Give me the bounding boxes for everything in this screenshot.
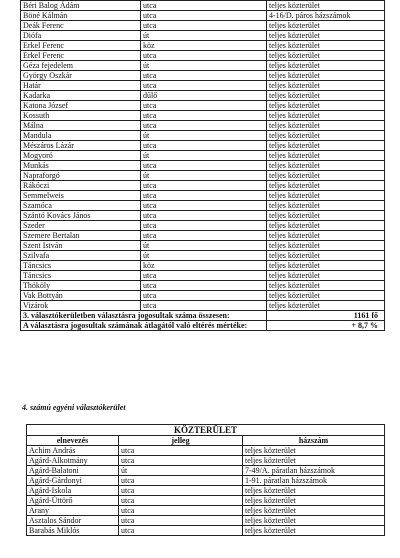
table-row: [21, 221, 385, 231]
street-type: utca: [141, 141, 267, 151]
table-row: [21, 31, 385, 41]
street-type: utca: [119, 456, 243, 466]
table-row: [21, 281, 385, 291]
table-row: [27, 476, 385, 486]
table-row: [21, 41, 385, 51]
table-row: [21, 121, 385, 131]
table-row: [27, 466, 385, 476]
district-4-street-table: [26, 424, 385, 536]
house-numbers: teljes közterület: [267, 91, 385, 101]
street-type: utca: [141, 291, 267, 301]
table-row: [21, 91, 385, 101]
street-name: Szamóca: [21, 201, 141, 211]
house-numbers: teljes közterület: [267, 291, 385, 301]
street-name: Béri Balog Ádám: [21, 1, 141, 11]
deviation-value: + 8,7 %: [267, 321, 385, 331]
house-numbers: teljes közterület: [267, 61, 385, 71]
house-numbers: teljes közterület: [267, 211, 385, 221]
street-name: Diófa: [21, 31, 141, 41]
table-row: [21, 261, 385, 271]
street-type: utca: [141, 1, 267, 11]
house-numbers: teljes közterület: [267, 121, 385, 131]
house-numbers: 4-16/D. páros házszámok: [267, 11, 385, 21]
table-row: [21, 191, 385, 201]
table-row: [21, 171, 385, 181]
house-numbers: teljes közterület: [267, 171, 385, 181]
house-numbers: teljes közterület: [267, 81, 385, 91]
street-type: utca: [119, 486, 243, 496]
street-name: Mogyoró: [21, 151, 141, 161]
house-numbers: teljes közterület: [267, 231, 385, 241]
district-4-heading: 4. számú egyéni választókerület: [22, 403, 126, 412]
street-type: út: [141, 151, 267, 161]
table-row: [21, 201, 385, 211]
table-row: [21, 211, 385, 221]
street-name: Szilvafa: [21, 251, 141, 261]
table-row: [21, 21, 385, 31]
table-row: [27, 486, 385, 496]
street-type: utca: [141, 81, 267, 91]
table-row: [21, 61, 385, 71]
street-type: utca: [141, 111, 267, 121]
street-name: Erkel Ferenc: [21, 41, 141, 51]
street-name: Achim András: [27, 446, 119, 456]
street-name: Böné Kálmán: [21, 11, 141, 21]
table-row: [27, 456, 385, 466]
street-type: utca: [119, 526, 243, 536]
table-row: [21, 1, 385, 11]
street-name: Mészáros Lázár: [21, 141, 141, 151]
street-name: Erkel Ferenc: [21, 51, 141, 61]
table-row: [21, 101, 385, 111]
street-type: dűlő: [141, 91, 267, 101]
street-name: Asztalos Sándor: [27, 516, 119, 526]
street-name: Szántó Kovács János: [21, 211, 141, 221]
street-type: utca: [141, 271, 267, 281]
street-name: Agárd-Úttörő: [27, 496, 119, 506]
house-numbers: teljes közterület: [267, 271, 385, 281]
house-numbers: teljes közterület: [267, 101, 385, 111]
house-numbers: teljes közterület: [243, 496, 385, 506]
street-type: utca: [141, 191, 267, 201]
street-type: utca: [141, 121, 267, 131]
table-row: [21, 81, 385, 91]
street-name: Határ: [21, 81, 141, 91]
column-header-type: jelleg: [119, 436, 243, 446]
street-type: utca: [141, 21, 267, 31]
street-type: utca: [141, 281, 267, 291]
house-numbers: teljes közterület: [267, 221, 385, 231]
street-name: Vizárok: [21, 301, 141, 311]
house-numbers: teljes közterület: [267, 251, 385, 261]
table-row: [21, 271, 385, 281]
street-type: út: [141, 241, 267, 251]
house-numbers: teljes közterület: [267, 51, 385, 61]
district-3-street-rows: [21, 1, 385, 311]
house-numbers: teljes közterület: [243, 486, 385, 496]
table-row: [27, 526, 385, 536]
total-voters-label: 3. választókerületben választásra jogosultak száma összesen:: [21, 311, 267, 321]
table-row: [21, 181, 385, 191]
street-type: út: [141, 61, 267, 71]
table-caption-row: [27, 425, 385, 436]
table-row: [21, 251, 385, 261]
street-name: Deák Ferenc: [21, 21, 141, 31]
street-name: Szent István: [21, 241, 141, 251]
house-numbers: teljes közterület: [243, 506, 385, 516]
table-row: [27, 446, 385, 456]
street-name: Thököly: [21, 281, 141, 291]
column-header-name: elnevezés: [27, 436, 119, 446]
street-name: Kadarka: [21, 91, 141, 101]
table-row: [21, 51, 385, 61]
table-row: [21, 141, 385, 151]
street-type: utca: [141, 181, 267, 191]
house-numbers: teljes közterület: [267, 111, 385, 121]
house-numbers: teljes közterület: [243, 516, 385, 526]
street-name: Táncsics: [21, 271, 141, 281]
house-numbers: teljes közterület: [267, 181, 385, 191]
table-row: [21, 231, 385, 241]
house-numbers: teljes közterület: [267, 71, 385, 81]
house-numbers: teljes közterület: [267, 1, 385, 11]
table-row: [21, 71, 385, 81]
table-caption: KÖZTERÜLET: [27, 425, 385, 436]
street-type: út: [141, 131, 267, 141]
deviation-row: [21, 321, 385, 331]
street-name: Géza fejedelem: [21, 61, 141, 71]
house-numbers: teljes közterület: [267, 21, 385, 31]
street-name: Táncsics: [21, 261, 141, 271]
street-name: Vak Bottyán: [21, 291, 141, 301]
street-type: utca: [141, 231, 267, 241]
table-row: [21, 11, 385, 21]
street-name: Szemere Bertalan: [21, 231, 141, 241]
house-numbers: 1-91. páratlan házszámok: [243, 476, 385, 486]
house-numbers: teljes közterület: [243, 526, 385, 536]
street-type: köz: [141, 261, 267, 271]
district-4-street-rows: [27, 446, 385, 536]
street-name: Málna: [21, 121, 141, 131]
street-type: út: [141, 171, 267, 181]
street-type: utca: [141, 301, 267, 311]
street-type: utca: [141, 211, 267, 221]
street-name: Napraforgó: [21, 171, 141, 181]
street-type: köz: [141, 41, 267, 51]
house-numbers: teljes közterület: [267, 131, 385, 141]
district-3-street-table: [20, 0, 385, 331]
total-voters-row: [21, 311, 385, 321]
street-type: utca: [141, 51, 267, 61]
street-type: utca: [119, 516, 243, 526]
street-type: utca: [119, 446, 243, 456]
table-row: [27, 506, 385, 516]
house-numbers: teljes közterület: [267, 41, 385, 51]
table-row: [21, 291, 385, 301]
street-name: Barabás Miklós: [27, 526, 119, 536]
street-type: utca: [119, 496, 243, 506]
street-type: utca: [141, 221, 267, 231]
table-row: [21, 131, 385, 141]
street-type: út: [141, 251, 267, 261]
street-type: utca: [119, 506, 243, 516]
street-type: utca: [141, 11, 267, 21]
house-numbers: teljes közterület: [267, 151, 385, 161]
table-header-row: [27, 436, 385, 446]
street-name: Agárd-Gárdonyi: [27, 476, 119, 486]
column-header-house-number: házszám: [243, 436, 385, 446]
house-numbers: 7-49/A. páratlan házszámok: [243, 466, 385, 476]
house-numbers: teljes közterület: [267, 31, 385, 41]
street-name: Agárd-Balatoni: [27, 466, 119, 476]
street-type: utca: [141, 201, 267, 211]
street-name: Mandula: [21, 131, 141, 141]
house-numbers: teljes közterület: [243, 456, 385, 466]
house-numbers: teljes közterület: [267, 281, 385, 291]
street-name: Kossuth: [21, 111, 141, 121]
house-numbers: teljes közterület: [267, 201, 385, 211]
street-name: Rákóczi: [21, 181, 141, 191]
house-numbers: teljes közterület: [267, 301, 385, 311]
street-type: út: [141, 31, 267, 41]
house-numbers: teljes közterület: [267, 141, 385, 151]
street-name: Katona József: [21, 101, 141, 111]
house-numbers: teljes közterület: [267, 241, 385, 251]
street-type: út: [119, 466, 243, 476]
street-name: György Oszkár: [21, 71, 141, 81]
table-row: [27, 516, 385, 526]
street-type: utca: [119, 476, 243, 486]
street-name: Agárd-Alkotmány: [27, 456, 119, 466]
street-name: Arany: [27, 506, 119, 516]
table-row: [21, 111, 385, 121]
house-numbers: teljes közterület: [243, 446, 385, 456]
deviation-label: A választásra jogosultak számának átlagától való eltérés mértéke:: [21, 321, 267, 331]
total-voters-value: 1161 fő: [267, 311, 385, 321]
street-name: Munkás: [21, 161, 141, 171]
street-type: utca: [141, 101, 267, 111]
table-row: [21, 161, 385, 171]
street-name: Szeder: [21, 221, 141, 231]
house-numbers: teljes közterület: [267, 191, 385, 201]
table-row: [27, 496, 385, 506]
house-numbers: teljes közterület: [267, 161, 385, 171]
table-row: [21, 301, 385, 311]
street-type: utca: [141, 161, 267, 171]
table-row: [21, 241, 385, 251]
house-numbers: teljes közterület: [267, 261, 385, 271]
street-type: utca: [141, 71, 267, 81]
table-row: [21, 151, 385, 161]
street-name: Agárd-Iskola: [27, 486, 119, 496]
street-name: Semmelweis: [21, 191, 141, 201]
